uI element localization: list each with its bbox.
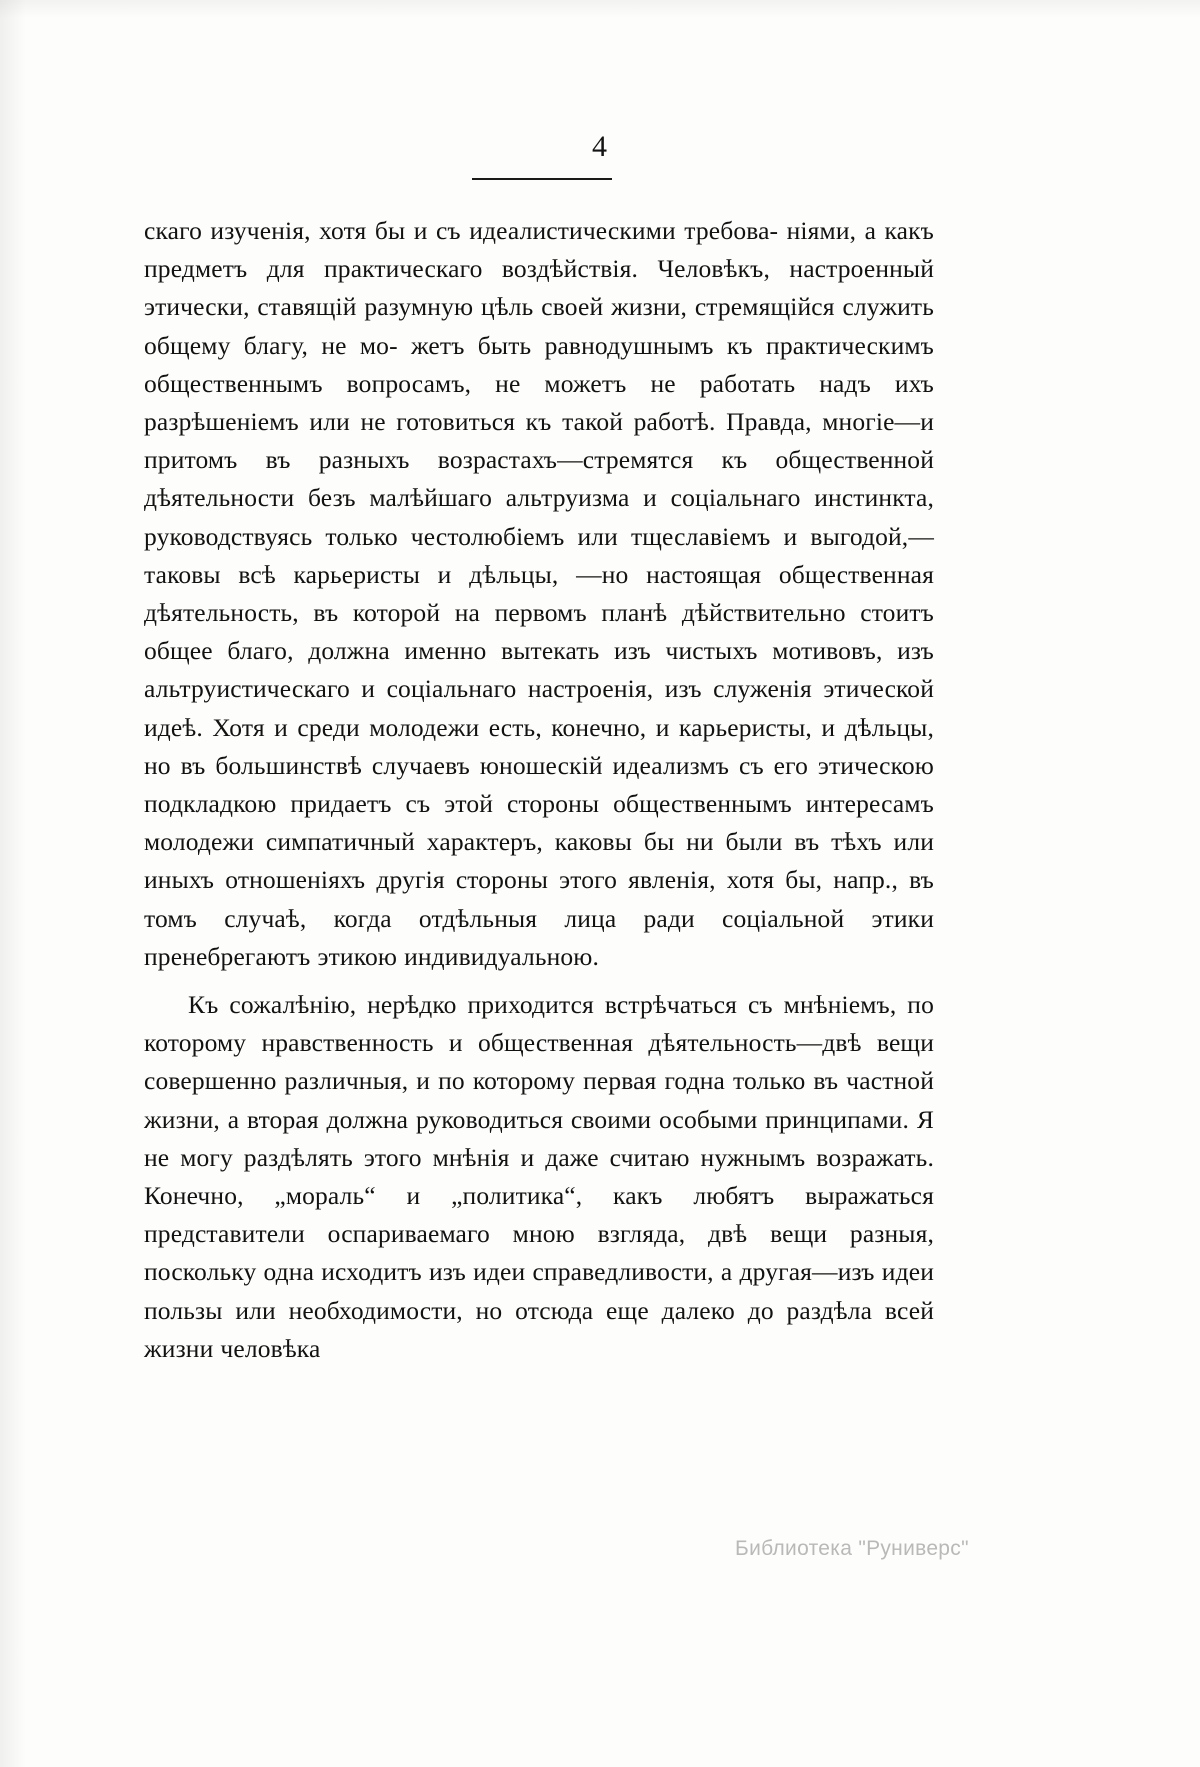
paragraph-2: Къ сожалѣнію, нерѣдко приходится встрѣчаться съ мнѣніемъ, по которому нравственность и общественная дѣятельность—двѣ вещи совершенно различныя, и по которому первая годна только въ частной жизни, а вторая должна руководиться своими особыми принципами. Я не могу раздѣлять этого мнѣнія и даже считаю нужнымъ возражать. Конечно, „мораль“ и „политика“, какъ любятъ выражаться представители оспариваемаго мною взгляда, двѣ вещи разныя, поскольку одна исходитъ изъ идеи справедливости, а другая—изъ идеи пользы или необходимости, но отсюда еще далеко до раздѣла всей жизни человѣка — [144, 990, 934, 1363]
page-number-rule — [472, 178, 612, 180]
page-number: 4 — [592, 130, 608, 163]
paragraph-1: скаго изученія, хотя бы и съ идеалистическими требова- ніями, а какъ предметъ для практическаго воздѣйствія. Человѣкъ, настроенный этически, ставящій разумную цѣль своей жизни, стремящійся служить общему благу, не мо- жетъ быть равнодушнымъ къ практическимъ общественнымъ вопросамъ, не можетъ не работать надъ ихъ разрѣшеніемъ или не готовиться къ такой работѣ. Правда, многіе—и притомъ въ разныхъ возрастахъ—стремятся къ общественной дѣятельности безъ малѣйшаго альтруизма и соціальнаго инстинкта, руководствуясь только честолюбіемъ или тщеславіемъ и выгодой,—таковы всѣ карьеристы и дѣльцы, —но настоящая общественная дѣятельность, въ которой на первомъ планѣ дѣйствительно стоитъ общее благо, должна именно вытекать изъ чистыхъ мотивовъ, изъ альтруистическаго и соціальнаго настроенія, изъ служенія этической идеѣ. Хотя и среди молодежи есть, конечно, и карьеристы, и дѣльцы, но въ большинствѣ случаевъ юношескій идеализмъ съ его этическою подкладкою придаетъ съ этой стороны общественнымъ интересамъ молодежи симпатичный характеръ, каковы бы ни были въ тѣхъ или иныхъ отношеніяхъ другія стороны этого явленія, хотя бы, напр., въ томъ случаѣ, когда отдѣльныя лица ради соціальной этики пренебрегаютъ этикою индивидуальною. — [144, 216, 934, 971]
page-body-text — [144, 212, 934, 1368]
page-edge-shadow-left — [0, 0, 26, 1767]
page-number-container — [0, 130, 1200, 169]
page-edge-shadow-top — [0, 0, 1200, 18]
library-watermark: Библиотека "Руниверс" — [735, 1537, 969, 1560]
